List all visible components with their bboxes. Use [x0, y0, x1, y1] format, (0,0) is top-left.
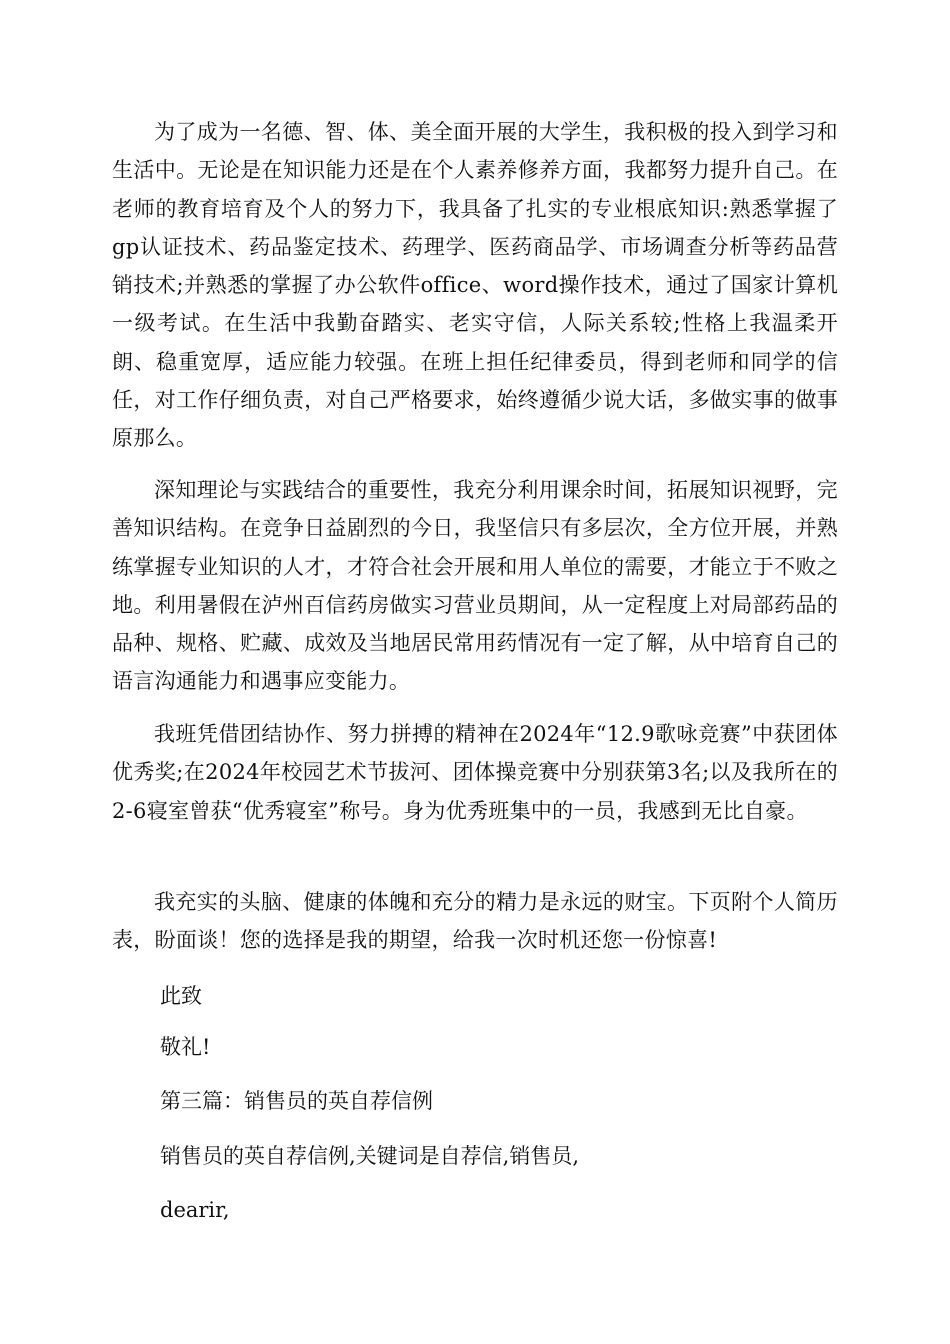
section-intro: 销售员的英自荐信例,关键词是自荐信,销售员, — [160, 1144, 580, 1168]
closing-line: 此致 — [160, 984, 202, 1008]
paragraph-self-intro: 为了成为一名德、智、体、美全面开展的大学生，我积极的投入到学习和生活中。无论是在知识能力还是在个人素养修养方面，我都努力提升自己。在老师的教育培育及个人的努力下，我具备了扎实的专业根底知识:熟悉掌握了gp认证技术、药品鉴定技术、药理学、医药商品学、市场调查分析等药品营销技术;并熟悉的掌握了办公软件office、word操作技术，通过了国家计算机一级考试。在生活中我勤奋踏实、老实守信，人际关系较;性格上我温柔开朗、稳重宽厚，适应能力较强。在班上担任纪律委员，得到老师和同学的信任，对工作仔细负责，对自己严格要求，始终遵循少说大话，多做实事的做事原那么。 — [112, 120, 838, 451]
paragraph-class-honors: 我班凭借团结协作、努力拼搏的精神在2024年“12.9歌咏竞赛”中获团体优秀奖;在2024年校园艺术节拔河、团体操竞赛中分别获第3名;以及我所在的2-6寝室曾获“优秀寝室”称号。身为优秀班集中的一员，我感到无比自豪。 — [112, 722, 838, 823]
paragraph-closing-appeal: 我充实的头脑、健康的体魄和充分的精力是永远的财宝。下页附个人简历表，盼面谈！您的选择是我的期望，给我一次时机还您一份惊喜! — [112, 890, 838, 953]
salute-line: 敬礼! — [160, 1035, 211, 1059]
letter-greeting: dearir, — [160, 1198, 230, 1222]
paragraph-practice: 深知理论与实践结合的重要性，我充分利用课余时间，拓展知识视野，完善知识结构。在竞争日益剧烈的今日，我坚信只有多层次，全方位开展，并熟练掌握专业知识的人才，才符合社会开展和用人单位的需要，才能立于不败之地。利用暑假在泸州百信药房做实习营业员期间，从一定程度上对局部药品的品种、规格、贮藏、成效及当地居民常用药情况有一定了解，从中培育自己的语言沟通能力和遇事应变能力。 — [112, 478, 838, 694]
section-title: 第三篇：销售员的英自荐信例 — [160, 1089, 433, 1113]
